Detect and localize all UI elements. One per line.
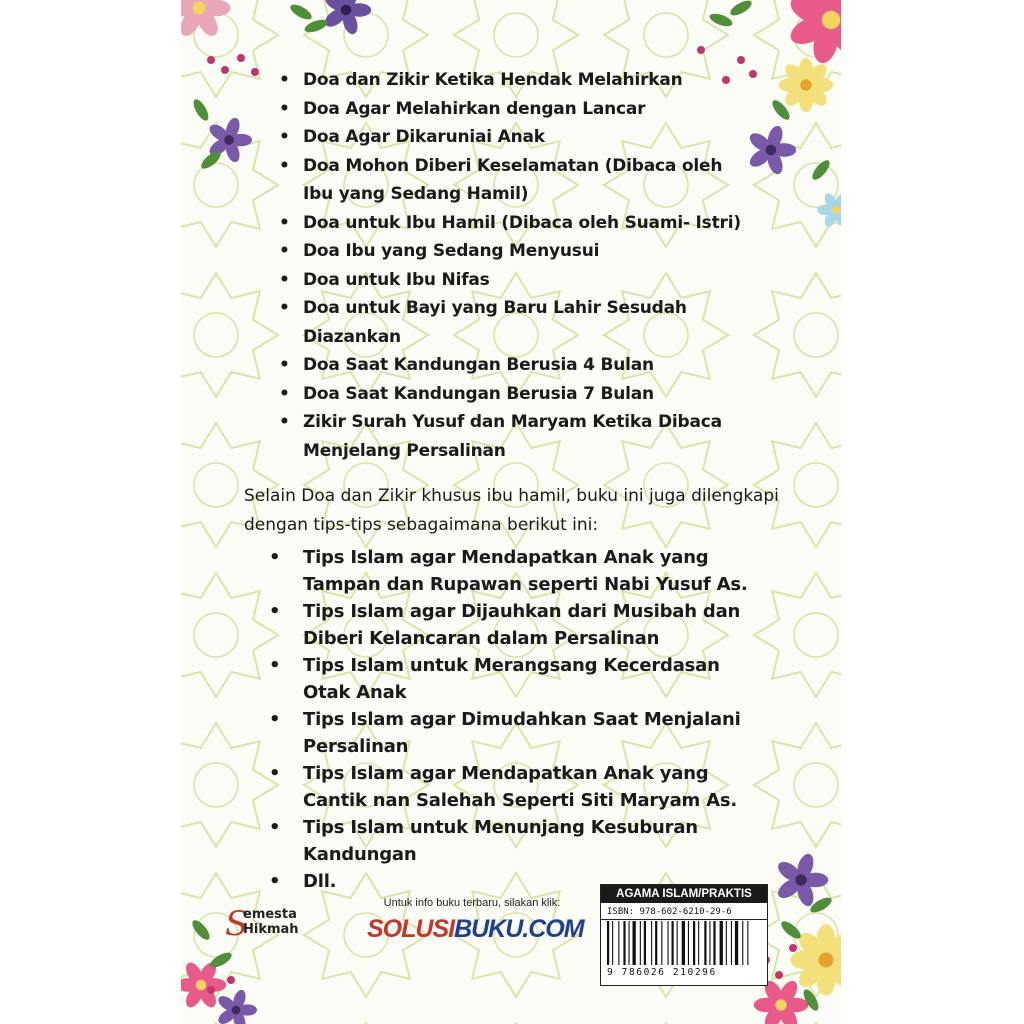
intro-paragraph: Selain Doa dan Zikir khusus ibu hamil, buku ini juga dilengkapi dengan tips-tips sebagaimana berikut ini:: [244, 486, 779, 535]
promo-site-part2: BUKU.COM: [454, 915, 584, 943]
promo-website-logo: [367, 915, 584, 944]
list-item: • Doa dan Zikir Ketika Hendak Melahirkan: [279, 66, 744, 95]
list-item: • Dll.: [279, 868, 769, 895]
tips-list: [279, 544, 769, 895]
list-item: • Tips Islam agar Mendapatkan Anak yang Tampan dan Rupawan seperti Nabi Yusuf As.: [279, 544, 769, 598]
list-item: • Doa Ibu yang Sedang Menyusui: [279, 237, 744, 266]
publisher-logo-initial: S: [225, 904, 249, 944]
list-item: • Doa Mohon Diberi Keselamatan (Dibaca oleh Ibu yang Sedang Hamil): [279, 152, 744, 209]
barcode-digits: 9 786026 210296: [607, 967, 717, 978]
list-item: • Doa Agar Dikaruniai Anak: [279, 123, 744, 152]
isbn-barcode-box: [600, 884, 768, 986]
promo-site-part1: SOLUSI: [367, 915, 455, 943]
list-item: • Tips Islam agar Dijauhkan dari Musibah dan Diberi Kelancaran dalam Persalinan: [279, 598, 769, 652]
book-back-cover: [181, 0, 841, 1024]
barcode-icon: [607, 921, 762, 967]
isbn-number: ISBN: 978-602-6210-29-6: [601, 903, 767, 920]
list-item: • Doa untuk Bayi yang Baru Lahir Sesudah Diazankan: [279, 294, 744, 351]
promo-block: [367, 897, 584, 944]
publisher-logo: [225, 905, 335, 955]
list-item: • Doa Agar Melahirkan dengan Lancar: [279, 95, 744, 124]
list-item: • Doa untuk Ibu Nifas: [279, 266, 744, 295]
list-item: • Tips Islam agar Dimudahkan Saat Menjalani Persalinan: [279, 706, 769, 760]
promo-note: Untuk info buku terbaru, silakan klik:: [383, 897, 561, 909]
publisher-name-line2: Hikmah: [243, 922, 299, 937]
publisher-name-line1: emesta: [243, 907, 297, 922]
list-item: • Doa Saat Kandungan Berusia 7 Bulan: [279, 380, 744, 409]
list-item: • Tips Islam untuk Menunjang Kesuburan Kandungan: [279, 814, 769, 868]
doa-list: [279, 66, 744, 465]
list-item: • Doa untuk Ibu Hamil (Dibaca oleh Suami- Istri): [279, 209, 744, 238]
list-item: • Tips Islam agar Mendapatkan Anak yang Cantik nan Salehah Seperti Siti Maryam As.: [279, 760, 769, 814]
list-item: • Doa Saat Kandungan Berusia 4 Bulan: [279, 351, 744, 380]
publisher-name: [243, 907, 299, 937]
list-item: • Tips Islam untuk Merangsang Kecerdasan Otak Anak: [279, 652, 769, 706]
list-item: • Zikir Surah Yusuf dan Maryam Ketika Dibaca Menjelang Persalinan: [279, 408, 744, 465]
isbn-category-label: AGAMA ISLAM/PRAKTIS: [601, 885, 767, 903]
